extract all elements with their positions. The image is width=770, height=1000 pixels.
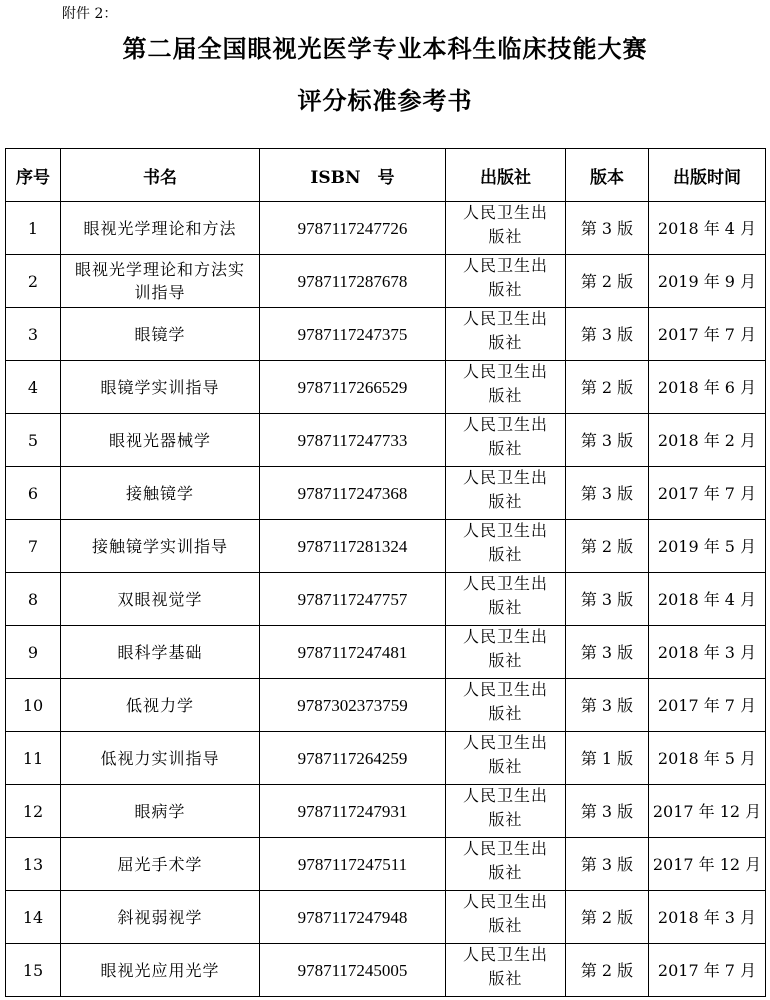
table-row bbox=[6, 520, 766, 573]
table-row bbox=[6, 361, 766, 414]
cell-number-text: 2 bbox=[27, 271, 39, 291]
cell-isbn bbox=[260, 732, 446, 785]
table-row bbox=[6, 679, 766, 732]
cell-edition-text: 第 2 版 bbox=[580, 271, 634, 291]
cell-book-title bbox=[61, 202, 260, 255]
table-row bbox=[6, 573, 766, 626]
cell-publish-date bbox=[649, 891, 766, 944]
cell-book-title-text: 接触镜学实训指导 bbox=[91, 536, 228, 556]
cell-isbn bbox=[260, 202, 446, 255]
cell-isbn-text: 9787117287678 bbox=[297, 271, 408, 291]
cell-edition-text: 第 3 版 bbox=[580, 483, 634, 503]
table-row bbox=[6, 202, 766, 255]
cell-book-title bbox=[61, 573, 260, 626]
cell-isbn bbox=[260, 573, 446, 626]
cell-number bbox=[6, 944, 61, 997]
table-row bbox=[6, 308, 766, 361]
cell-edition-text: 第 2 版 bbox=[580, 536, 634, 556]
cell-edition bbox=[566, 520, 649, 573]
cell-publish-date-text: 2017 年 12 月 bbox=[652, 801, 762, 821]
cell-book-title bbox=[61, 308, 260, 361]
cell-publisher bbox=[446, 573, 566, 626]
cell-number bbox=[6, 520, 61, 573]
cell-publish-date-text: 2018 年 4 月 bbox=[657, 218, 757, 238]
column-header-edition: 版本 bbox=[566, 149, 649, 202]
cell-publish-date-text: 2017 年 7 月 bbox=[657, 695, 757, 715]
cell-isbn bbox=[260, 891, 446, 944]
cell-publish-date-text: 2017 年 7 月 bbox=[657, 324, 757, 344]
table-row bbox=[6, 467, 766, 520]
cell-publisher-text: 人民卫生出版社 bbox=[462, 256, 548, 299]
cell-isbn bbox=[260, 679, 446, 732]
cell-publisher bbox=[446, 361, 566, 414]
cell-number-text: 7 bbox=[27, 536, 39, 556]
cell-book-title-text: 眼病学 bbox=[134, 801, 186, 821]
cell-isbn-text: 9787117245005 bbox=[297, 960, 408, 980]
cell-number bbox=[6, 467, 61, 520]
cell-isbn-text: 9787117247733 bbox=[297, 430, 408, 450]
cell-publish-date bbox=[649, 255, 766, 308]
cell-publisher bbox=[446, 838, 566, 891]
cell-book-title-text: 接触镜学 bbox=[125, 483, 194, 503]
cell-isbn-text: 9787117281324 bbox=[297, 536, 408, 556]
cell-publish-date-text: 2018 年 5 月 bbox=[657, 748, 757, 768]
cell-isbn bbox=[260, 785, 446, 838]
cell-publish-date-text: 2018 年 2 月 bbox=[657, 430, 757, 450]
cell-edition-text: 第 3 版 bbox=[580, 642, 634, 662]
cell-number bbox=[6, 838, 61, 891]
cell-edition bbox=[566, 838, 649, 891]
cell-number-text: 15 bbox=[22, 960, 44, 980]
cell-publisher bbox=[446, 785, 566, 838]
cell-publisher bbox=[446, 202, 566, 255]
cell-number-text: 14 bbox=[22, 907, 44, 927]
cell-edition bbox=[566, 361, 649, 414]
cell-book-title-text: 眼视光应用光学 bbox=[100, 960, 220, 980]
cell-publisher-text: 人民卫生出版社 bbox=[462, 415, 548, 458]
cell-number-text: 6 bbox=[27, 483, 39, 503]
attachment-label: 附件 2： bbox=[62, 6, 118, 22]
cell-publisher-text: 人民卫生出版社 bbox=[462, 786, 548, 829]
cell-publisher-text: 人民卫生出版社 bbox=[462, 733, 548, 776]
cell-publish-date bbox=[649, 679, 766, 732]
cell-edition bbox=[566, 626, 649, 679]
cell-book-title-text: 眼视光器械学 bbox=[108, 430, 211, 450]
cell-publish-date bbox=[649, 308, 766, 361]
table-row bbox=[6, 944, 766, 997]
cell-isbn bbox=[260, 414, 446, 467]
cell-publisher bbox=[446, 414, 566, 467]
cell-book-title bbox=[61, 467, 260, 520]
cell-isbn-text: 9787117247757 bbox=[297, 589, 408, 609]
cell-book-title-text: 双眼视觉学 bbox=[117, 589, 203, 609]
cell-publish-date bbox=[649, 626, 766, 679]
column-header-isbn: ISBN 号 bbox=[260, 149, 446, 202]
column-header-title: 书名 bbox=[61, 149, 260, 202]
cell-isbn bbox=[260, 626, 446, 679]
cell-publish-date bbox=[649, 520, 766, 573]
cell-publisher bbox=[446, 891, 566, 944]
cell-book-title-text: 眼科学基础 bbox=[117, 642, 203, 662]
table-row bbox=[6, 838, 766, 891]
cell-isbn-text: 9787117247511 bbox=[297, 854, 408, 874]
table-row bbox=[6, 785, 766, 838]
cell-edition-text: 第 3 版 bbox=[580, 324, 634, 344]
cell-publish-date bbox=[649, 202, 766, 255]
document-subtitle: 评分标准参考书 bbox=[297, 86, 473, 115]
cell-book-title bbox=[61, 255, 260, 308]
cell-isbn-text: 9787117247375 bbox=[297, 324, 408, 344]
cell-edition bbox=[566, 414, 649, 467]
cell-book-title bbox=[61, 626, 260, 679]
cell-isbn bbox=[260, 361, 446, 414]
cell-book-title bbox=[61, 679, 260, 732]
cell-book-title-text: 斜视弱视学 bbox=[117, 907, 203, 927]
cell-number-text: 8 bbox=[27, 589, 39, 609]
table-body bbox=[6, 202, 766, 997]
cell-publish-date-text: 2017 年 12 月 bbox=[652, 854, 762, 874]
cell-isbn bbox=[260, 255, 446, 308]
cell-isbn-text: 9787117247726 bbox=[297, 218, 408, 238]
cell-number bbox=[6, 573, 61, 626]
cell-number bbox=[6, 626, 61, 679]
cell-edition-text: 第 2 版 bbox=[580, 377, 634, 397]
column-header-publisher: 出版社 bbox=[446, 149, 566, 202]
cell-number bbox=[6, 202, 61, 255]
cell-book-title-text: 低视力学 bbox=[125, 695, 194, 715]
cell-number-text: 3 bbox=[27, 324, 39, 344]
cell-isbn-text: 9787117264259 bbox=[297, 748, 408, 768]
cell-book-title bbox=[61, 732, 260, 785]
cell-publish-date bbox=[649, 838, 766, 891]
table-row bbox=[6, 626, 766, 679]
cell-publish-date bbox=[649, 573, 766, 626]
cell-isbn-text: 9787302373759 bbox=[297, 695, 408, 715]
cell-publisher-text: 人民卫生出版社 bbox=[462, 203, 548, 246]
cell-publisher-text: 人民卫生出版社 bbox=[462, 945, 548, 988]
cell-isbn bbox=[260, 944, 446, 997]
table-row bbox=[6, 414, 766, 467]
cell-number bbox=[6, 361, 61, 414]
cell-edition-text: 第 3 版 bbox=[580, 695, 634, 715]
table-header-row bbox=[6, 149, 766, 202]
cell-book-title bbox=[61, 944, 260, 997]
cell-number-text: 5 bbox=[27, 430, 39, 450]
cell-isbn-text: 9787117247948 bbox=[297, 907, 408, 927]
cell-book-title-text: 眼镜学 bbox=[134, 324, 186, 344]
cell-number bbox=[6, 891, 61, 944]
cell-edition-text: 第 3 版 bbox=[580, 218, 634, 238]
cell-number bbox=[6, 308, 61, 361]
cell-isbn-text: 9787117266529 bbox=[297, 377, 408, 397]
cell-publisher bbox=[446, 732, 566, 785]
cell-number bbox=[6, 732, 61, 785]
cell-publish-date-text: 2019 年 5 月 bbox=[657, 536, 757, 556]
table-row bbox=[6, 732, 766, 785]
cell-edition-text: 第 2 版 bbox=[580, 960, 634, 980]
cell-isbn-text: 9787117247931 bbox=[297, 801, 408, 821]
cell-number-text: 9 bbox=[27, 642, 39, 662]
cell-publish-date bbox=[649, 467, 766, 520]
column-header-date: 出版时间 bbox=[649, 149, 766, 202]
cell-book-title bbox=[61, 785, 260, 838]
cell-number-text: 4 bbox=[27, 377, 39, 397]
cell-number-text: 11 bbox=[22, 748, 44, 768]
cell-publisher-text: 人民卫生出版社 bbox=[462, 362, 548, 405]
cell-publisher bbox=[446, 679, 566, 732]
cell-publisher bbox=[446, 520, 566, 573]
table-row bbox=[6, 255, 766, 308]
cell-publish-date-text: 2017 年 7 月 bbox=[657, 960, 757, 980]
cell-publisher bbox=[446, 255, 566, 308]
cell-number bbox=[6, 785, 61, 838]
cell-edition-text: 第 3 版 bbox=[580, 801, 634, 821]
cell-isbn bbox=[260, 467, 446, 520]
cell-edition-text: 第 2 版 bbox=[580, 907, 634, 927]
cell-edition-text: 第 3 版 bbox=[580, 854, 634, 874]
cell-edition bbox=[566, 573, 649, 626]
cell-book-title bbox=[61, 361, 260, 414]
cell-isbn bbox=[260, 308, 446, 361]
cell-publisher bbox=[446, 467, 566, 520]
cell-number-text: 1 bbox=[27, 218, 39, 238]
cell-number bbox=[6, 679, 61, 732]
cell-publish-date-text: 2018 年 6 月 bbox=[657, 377, 757, 397]
cell-publish-date bbox=[649, 361, 766, 414]
cell-book-title-text: 眼视光学理论和方法 bbox=[83, 218, 237, 238]
cell-book-title-text: 眼视光学理论和方法实训指导 bbox=[74, 260, 245, 302]
cell-book-title bbox=[61, 520, 260, 573]
cell-publish-date bbox=[649, 732, 766, 785]
cell-number bbox=[6, 255, 61, 308]
cell-isbn bbox=[260, 838, 446, 891]
cell-edition bbox=[566, 732, 649, 785]
cell-book-title bbox=[61, 891, 260, 944]
cell-edition bbox=[566, 679, 649, 732]
cell-publish-date-text: 2017 年 7 月 bbox=[657, 483, 757, 503]
cell-number bbox=[6, 414, 61, 467]
cell-number-text: 12 bbox=[22, 801, 44, 821]
cell-book-title-text: 低视力实训指导 bbox=[100, 748, 220, 768]
cell-book-title-text: 屈光手术学 bbox=[117, 854, 203, 874]
cell-book-title bbox=[61, 838, 260, 891]
cell-number-text: 13 bbox=[22, 854, 44, 874]
cell-number-text: 10 bbox=[22, 695, 44, 715]
cell-edition-text: 第 3 版 bbox=[580, 589, 634, 609]
cell-edition bbox=[566, 891, 649, 944]
cell-publish-date bbox=[649, 944, 766, 997]
cell-edition bbox=[566, 255, 649, 308]
cell-publisher-text: 人民卫生出版社 bbox=[462, 468, 548, 511]
cell-publish-date-text: 2018 年 3 月 bbox=[657, 907, 757, 927]
cell-isbn-text: 9787117247481 bbox=[297, 642, 408, 662]
cell-edition bbox=[566, 467, 649, 520]
cell-publisher-text: 人民卫生出版社 bbox=[462, 627, 548, 670]
cell-publisher bbox=[446, 944, 566, 997]
cell-publisher bbox=[446, 626, 566, 679]
cell-publish-date-text: 2019 年 9 月 bbox=[657, 271, 757, 291]
cell-publish-date bbox=[649, 785, 766, 838]
cell-edition bbox=[566, 944, 649, 997]
cell-book-title bbox=[61, 414, 260, 467]
reference-books-table bbox=[5, 148, 766, 997]
cell-publisher-text: 人民卫生出版社 bbox=[462, 521, 548, 564]
cell-publish-date-text: 2018 年 4 月 bbox=[657, 589, 757, 609]
cell-publisher-text: 人民卫生出版社 bbox=[462, 892, 548, 935]
cell-isbn-text: 9787117247368 bbox=[297, 483, 408, 503]
cell-publisher bbox=[446, 308, 566, 361]
cell-book-title-text: 眼镜学实训指导 bbox=[100, 377, 220, 397]
cell-publish-date bbox=[649, 414, 766, 467]
cell-publish-date-text: 2018 年 3 月 bbox=[657, 642, 757, 662]
table-row bbox=[6, 891, 766, 944]
cell-edition bbox=[566, 202, 649, 255]
cell-edition bbox=[566, 785, 649, 838]
cell-isbn bbox=[260, 520, 446, 573]
cell-publisher-text: 人民卫生出版社 bbox=[462, 680, 548, 723]
cell-edition-text: 第 3 版 bbox=[580, 430, 634, 450]
column-header-number: 序号 bbox=[6, 149, 61, 202]
cell-publisher-text: 人民卫生出版社 bbox=[462, 839, 548, 882]
cell-publisher-text: 人民卫生出版社 bbox=[462, 309, 548, 352]
cell-edition-text: 第 1 版 bbox=[580, 748, 634, 768]
document-title: 第二届全国眼视光医学专业本科生临床技能大赛 bbox=[122, 34, 648, 63]
cell-publisher-text: 人民卫生出版社 bbox=[462, 574, 548, 617]
cell-edition bbox=[566, 308, 649, 361]
